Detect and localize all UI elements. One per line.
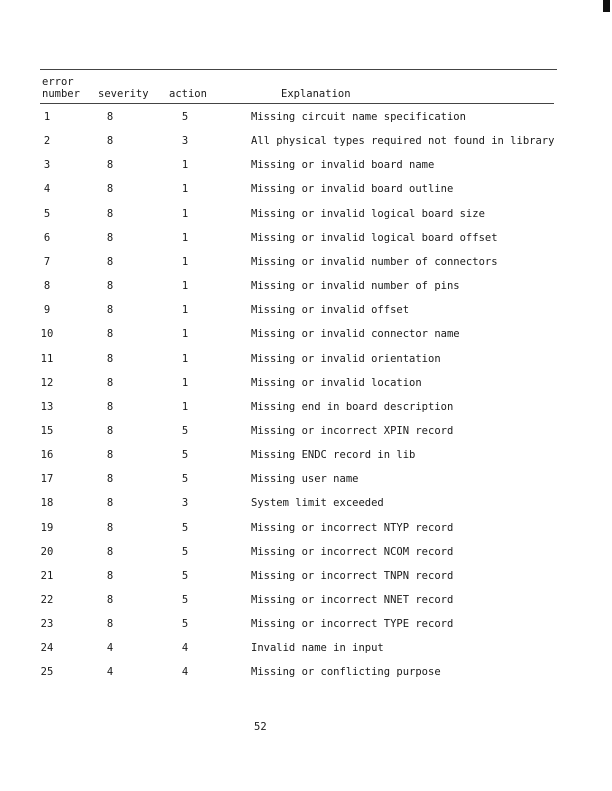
severity: 8 xyxy=(106,280,114,293)
table-row xyxy=(0,304,612,318)
explanation: Missing or invalid orientation xyxy=(251,352,441,365)
explanation: Missing or invalid number of connectors xyxy=(251,255,498,268)
action: 1 xyxy=(181,328,189,341)
table-row xyxy=(0,618,612,632)
severity: 8 xyxy=(106,545,114,558)
explanation: Invalid name in input xyxy=(251,642,384,655)
severity: 8 xyxy=(106,328,114,341)
error-number: 12 xyxy=(40,376,54,389)
explanation: Missing ENDC record in lib xyxy=(251,449,416,462)
action: 1 xyxy=(181,376,189,389)
action: 5 xyxy=(181,594,189,606)
severity: 8 xyxy=(106,304,114,317)
table-row xyxy=(0,522,612,536)
action: 5 xyxy=(181,449,189,462)
severity: 8 xyxy=(106,424,114,437)
page-number: 52 xyxy=(254,721,267,733)
severity: 8 xyxy=(106,159,114,172)
explanation: Missing user name xyxy=(251,473,359,486)
error-number: 20 xyxy=(40,545,54,558)
severity: 8 xyxy=(106,569,114,582)
action: 5 xyxy=(181,111,189,123)
severity: 8 xyxy=(106,207,114,220)
top-rule xyxy=(40,69,557,70)
table-row xyxy=(0,546,612,560)
table-row xyxy=(0,135,612,149)
error-number: 16 xyxy=(40,449,54,462)
action: 4 xyxy=(181,642,189,655)
explanation: Missing or invalid offset xyxy=(251,304,410,317)
action: 1 xyxy=(181,304,189,317)
action: 5 xyxy=(181,473,189,486)
severity: 8 xyxy=(106,594,114,606)
scan-mark xyxy=(603,0,610,12)
table-row xyxy=(0,111,612,125)
header-error: error xyxy=(42,76,74,88)
action: 5 xyxy=(181,569,189,582)
action: 5 xyxy=(181,424,189,437)
explanation: Missing or incorrect NTYP record xyxy=(251,521,454,534)
action: 1 xyxy=(181,207,189,220)
header-action: action xyxy=(169,88,207,100)
explanation: Missing or invalid board name xyxy=(251,159,435,172)
action: 1 xyxy=(181,183,189,196)
error-number: 6 xyxy=(43,231,51,244)
header-number: number xyxy=(42,88,80,100)
header-severity: severity xyxy=(98,88,149,100)
error-number: 3 xyxy=(43,159,51,172)
severity: 8 xyxy=(106,473,114,486)
table-row xyxy=(0,449,612,463)
severity: 8 xyxy=(106,400,114,413)
severity: 8 xyxy=(106,376,114,389)
severity: 8 xyxy=(106,183,114,196)
explanation: System limit exceeded xyxy=(251,497,384,510)
table-row xyxy=(0,377,612,391)
explanation: Missing or invalid number of pins xyxy=(251,280,460,293)
explanation: Missing or incorrect NCOM record xyxy=(251,545,454,558)
table-row xyxy=(0,232,612,246)
error-number: 11 xyxy=(40,352,54,365)
severity: 8 xyxy=(106,255,114,268)
error-number: 24 xyxy=(40,642,54,655)
table-row xyxy=(0,401,612,415)
explanation: Missing or incorrect TYPE record xyxy=(251,618,454,631)
severity: 8 xyxy=(106,352,114,365)
action: 5 xyxy=(181,618,189,631)
explanation: Missing or invalid location xyxy=(251,376,422,389)
action: 3 xyxy=(181,135,189,148)
error-number: 2 xyxy=(43,135,51,148)
error-number: 15 xyxy=(40,424,54,437)
table-row xyxy=(0,280,612,294)
action: 1 xyxy=(181,159,189,172)
error-number: 25 xyxy=(40,666,54,679)
explanation: Missing or invalid logical board size xyxy=(251,207,485,220)
severity: 8 xyxy=(106,497,114,510)
explanation: Missing or invalid logical board offset xyxy=(251,231,498,244)
table-row xyxy=(0,183,612,197)
header-rule xyxy=(40,103,554,104)
table-row xyxy=(0,666,612,680)
table-row xyxy=(0,353,612,367)
severity: 4 xyxy=(106,642,114,655)
action: 1 xyxy=(181,352,189,365)
table-row xyxy=(0,256,612,270)
error-number: 21 xyxy=(40,569,54,582)
explanation: Missing or invalid board outline xyxy=(251,183,454,196)
explanation: Missing end in board description xyxy=(251,400,454,413)
table-row xyxy=(0,594,612,608)
explanation: Missing or invalid connector name xyxy=(251,328,460,341)
action: 1 xyxy=(181,280,189,293)
explanation: Missing or conflicting purpose xyxy=(251,666,441,679)
error-number: 8 xyxy=(43,280,51,293)
error-number: 23 xyxy=(40,618,54,631)
error-number: 1 xyxy=(43,111,51,123)
error-number: 22 xyxy=(40,594,54,606)
error-number: 7 xyxy=(43,255,51,268)
action: 5 xyxy=(181,545,189,558)
explanation: All physical types required not found in library xyxy=(251,135,555,148)
table-row xyxy=(0,473,612,487)
table-row xyxy=(0,208,612,222)
table-row xyxy=(0,425,612,439)
error-number: 17 xyxy=(40,473,54,486)
action: 5 xyxy=(181,521,189,534)
severity: 8 xyxy=(106,231,114,244)
explanation: Missing or incorrect TNPN record xyxy=(251,569,454,582)
severity: 8 xyxy=(106,521,114,534)
error-number: 10 xyxy=(40,328,54,341)
explanation: Missing or incorrect NNET record xyxy=(251,594,454,606)
error-number: 9 xyxy=(43,304,51,317)
action: 1 xyxy=(181,255,189,268)
table-row xyxy=(0,642,612,656)
table-row xyxy=(0,570,612,584)
error-number: 13 xyxy=(40,400,54,413)
action: 4 xyxy=(181,666,189,679)
table-row xyxy=(0,159,612,173)
severity: 8 xyxy=(106,449,114,462)
error-number: 5 xyxy=(43,207,51,220)
action: 1 xyxy=(181,400,189,413)
explanation: Missing or incorrect XPIN record xyxy=(251,424,454,437)
error-number: 18 xyxy=(40,497,54,510)
table-row xyxy=(0,328,612,342)
severity: 8 xyxy=(106,111,114,123)
severity: 8 xyxy=(106,135,114,148)
explanation: Missing circuit name specification xyxy=(251,111,466,123)
severity: 8 xyxy=(106,618,114,631)
action: 1 xyxy=(181,231,189,244)
error-number: 4 xyxy=(43,183,51,196)
error-number: 19 xyxy=(40,521,54,534)
severity: 4 xyxy=(106,666,114,679)
table-row xyxy=(0,497,612,511)
action: 3 xyxy=(181,497,189,510)
header-explanation: Explanation xyxy=(281,88,351,100)
